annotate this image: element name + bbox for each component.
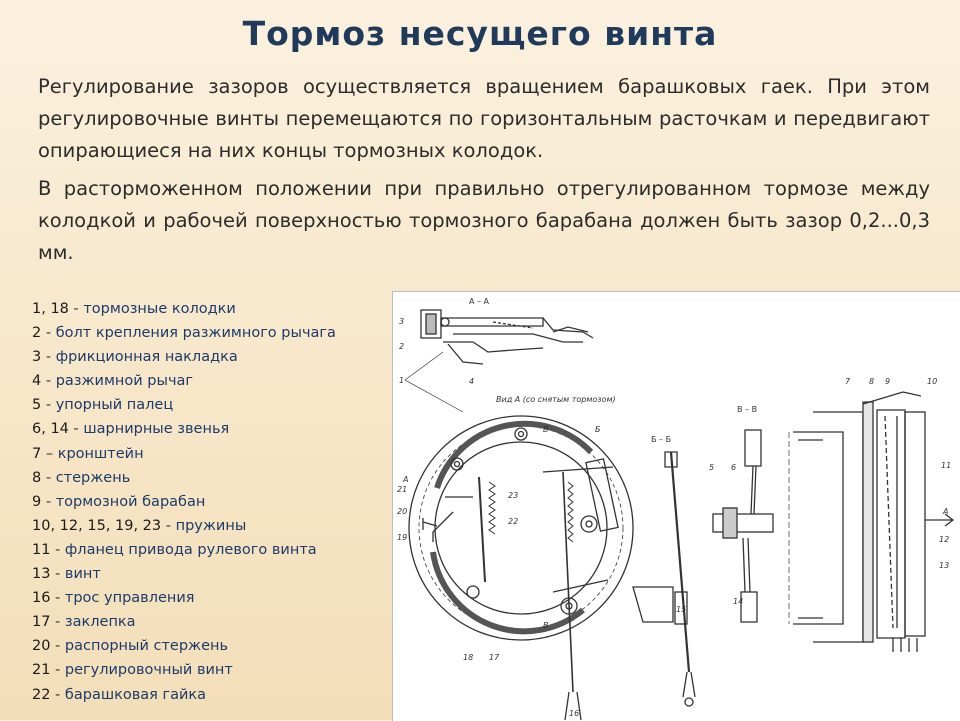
callout-18: 18 bbox=[463, 653, 474, 662]
main-brake-view bbox=[397, 395, 633, 720]
section-aa-label: А – А bbox=[469, 297, 490, 306]
callout-17: 17 bbox=[489, 653, 500, 662]
drawing-canvas bbox=[393, 292, 960, 721]
callout-12: 12 bbox=[939, 535, 950, 544]
page-title: Тормоз несущего винта bbox=[242, 14, 718, 53]
callout-21: 21 bbox=[397, 485, 408, 494]
section-66-label: Б – Б bbox=[651, 435, 672, 444]
arrow-b-bottom: В bbox=[543, 621, 549, 630]
legend-item: 9 - тормозной барабан bbox=[32, 493, 206, 510]
arrow-a-right: А bbox=[943, 507, 949, 516]
callout-15: 15 bbox=[676, 605, 687, 614]
callout-10: 10 bbox=[927, 377, 938, 386]
legend-item: 17 - заклепка bbox=[32, 614, 136, 631]
callout-2: 2 bbox=[399, 342, 405, 351]
callout-9: 9 bbox=[885, 377, 891, 386]
legend-item: 21 - регулировочный винт bbox=[32, 662, 233, 679]
view-a-label: Вид А (со снятым тормозом) bbox=[496, 395, 616, 404]
paragraph-clearance: В расторможенном положении при правильно отрегулированном тормозе между колодкой и рабочей поверхностью тормозного барабана должен быть зазор 0,2...0,3 мм. bbox=[38, 177, 930, 264]
callout-13: 13 bbox=[939, 561, 950, 570]
paragraph-adjustment: Регулирование зазоров осуществляется вращением барашковых гаек. При этом регулировочные винты перемещаются по горизонтальным расточкам и передвигают опирающиеся на них концы тормозных колодок. bbox=[38, 75, 930, 162]
legend-item: 13 - винт bbox=[32, 566, 101, 583]
legend-item: 1, 18 - тормозные колодки bbox=[32, 301, 236, 317]
section-bb-view bbox=[709, 405, 773, 622]
callout-22: 22 bbox=[508, 517, 519, 526]
callout-14: 14 bbox=[733, 597, 744, 606]
callout-7: 7 bbox=[845, 377, 851, 386]
legend-item: 4 - разжимной рычаг bbox=[32, 373, 194, 390]
legend-item: 22 - барашковая гайка bbox=[32, 686, 207, 703]
callout-19: 19 bbox=[397, 533, 408, 542]
callout-5: 5 bbox=[709, 463, 715, 472]
legend-item: 6, 14 - шарнирные звенья bbox=[32, 421, 230, 438]
legend-item: 5 - упорный палец bbox=[32, 397, 174, 414]
callout-20: 20 bbox=[397, 507, 408, 516]
callout-3: 3 bbox=[399, 317, 405, 326]
parts-legend bbox=[32, 297, 382, 707]
arrow-a-label: А bbox=[403, 475, 409, 484]
legend-item: 10, 12, 15, 19, 23 - пружины bbox=[32, 517, 247, 534]
brake-technical-drawing bbox=[392, 291, 960, 721]
side-section-view bbox=[789, 377, 953, 652]
legend-item: 3 - фрикционная накладка bbox=[32, 349, 238, 366]
callout-4: 4 bbox=[469, 377, 475, 386]
section-bb-label: В – В bbox=[737, 405, 758, 414]
section-66-view bbox=[633, 435, 695, 706]
callout-11: 11 bbox=[941, 461, 952, 470]
arrow-6-label: Б bbox=[595, 425, 601, 434]
callout-23: 23 bbox=[508, 491, 519, 500]
legend-item: 20 - распорный стержень bbox=[32, 638, 229, 655]
legend-item: 7 – кронштейн bbox=[32, 445, 144, 462]
callout-1: 1 bbox=[399, 376, 405, 385]
arrow-b-label: В bbox=[543, 425, 549, 434]
callout-6: 6 bbox=[731, 463, 737, 472]
callout-8: 8 bbox=[869, 377, 875, 386]
callout-16: 16 bbox=[569, 709, 580, 718]
legend-item: 2 - болт крепления разжимного рычага bbox=[32, 325, 336, 342]
legend-item: 8 - стержень bbox=[32, 469, 131, 486]
legend-item: 11 - фланец привода рулевого винта bbox=[32, 541, 317, 558]
legend-item: 16 - трос управления bbox=[32, 590, 195, 607]
